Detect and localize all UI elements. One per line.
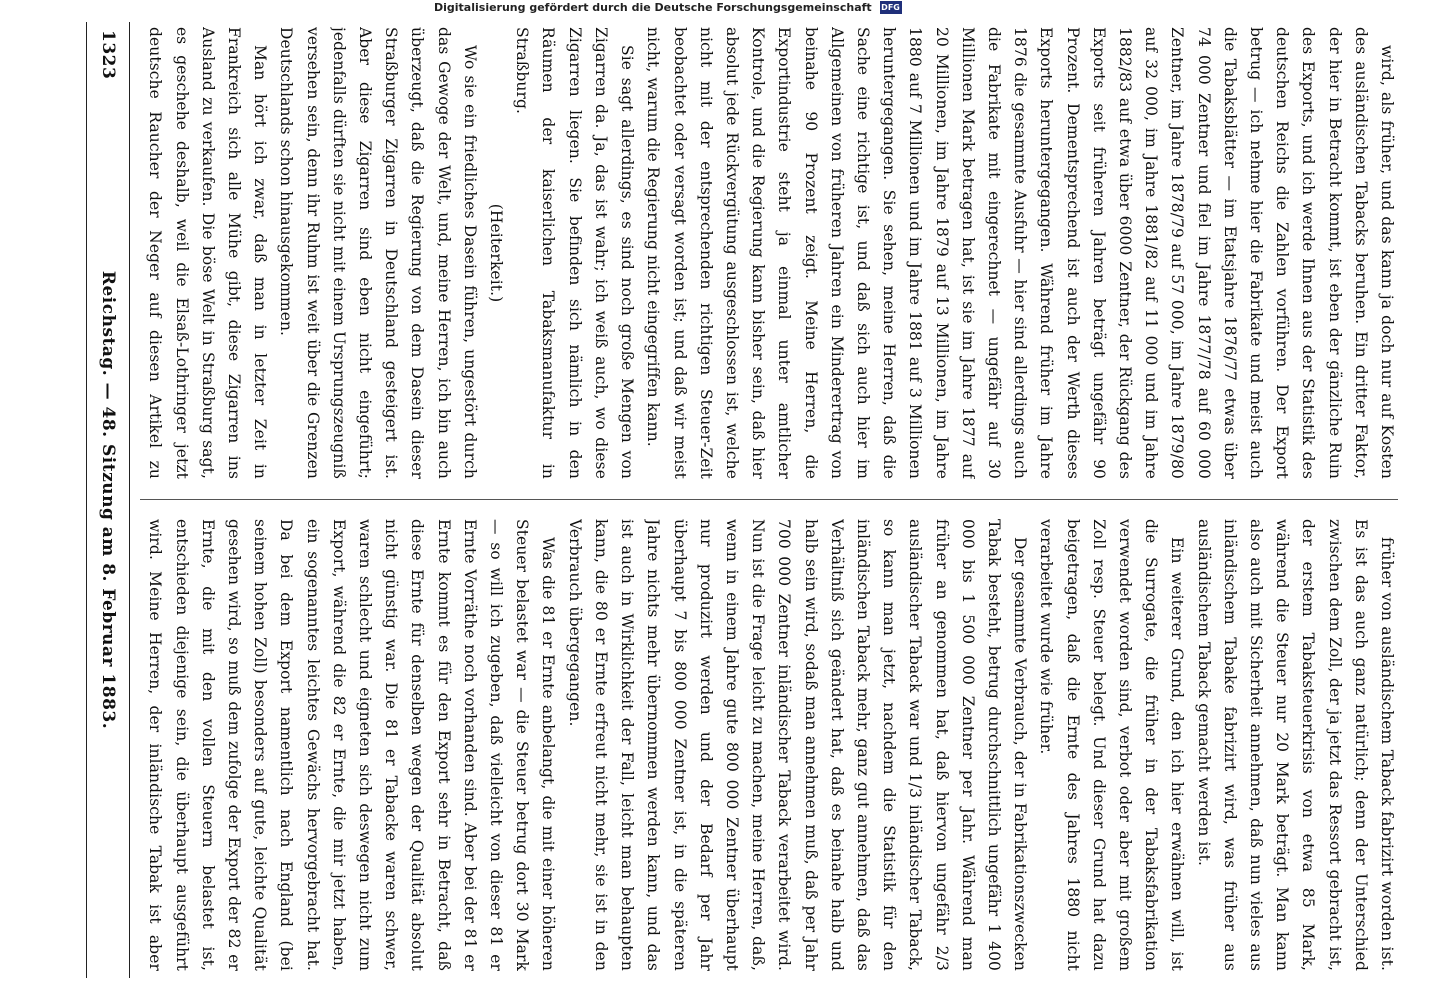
dfg-logo: DFG — [881, 2, 900, 12]
paragraph: Sie sagt allerdings, es sind noch große Mengen von Zigarren da. Ja, das ist wahr; ich weiß auch, wo diese Zigarren liegen. Sie befinden sich nämlich in den Räumen der kaiserlichen Tabaksmanufaktur in Straßburg. — [513, 27, 637, 479]
paragraph: wird, als früher, und das kann ja doch nur auf Kosten des ausländischen Tabacks beruhen. Ein dritter Faktor, der hier in Betracht kommt, ist eben der gänzliche Ruin des Exports, und ich werde Ihnen aus der Statistik des deutschen Reichs die Zahlen vorführen. Der Export betrug — ich nehme hier die Fabrikate und meist auch die Tabaksblätter — im Etatsjahre 1876/77 etwas über 74 000 Zentner und fiel im Jahre 1877/78 auf 60 000 Zentner, im Jahre 1878/79 auf 57 000, im Jahre 1879/80 auf 32 000, im Jahre 1881/82 auf 11 000 und im Jahre 1882/83 auf etwa über 6000 Zentner, der Rückgang des Exports seit früheren Jahren beträgt ungefähr 90 Prozent. Dementsprechend ist auch der Werth dieses Exports heruntergegangen. Während früher im Jahre 1876 die gesammte Ausfuhr — hier sind allerdings auch die Fabrikate mit eingerechnet — ungefähr auf 30 Millionen Mark betragen hat, ist sie im Jahre 1877 auf 20 Millionen, im Jahre 1879 auf 13 Millionen, im Jahre 1880 auf 7 Millionen und im Jahre 1881 auf 3 Millionen heruntergegangen. Sie sehen, meine Herren, daß die Sache eine richtige ist, und daß sich auch hier im Allgemeinen von früheren Jahren ein Minderertrag von beinahe 90 Prozent zeigt. Meine Herren, die Exportindustrie steht ja einmal unter amtlicher Kontrole, und die Regierung kann bisher sein, daß hier absolut jede Rückvergütung ausgeschlossen ist, welche nicht mit der entsprechenden richtigen Steuer-Zeit beobachtet oder versagt worden ist; und daß wir meist nicht, warum die Regierung nicht eingegriffen kann. — [644, 27, 1396, 479]
text-column-right — [138, 519, 1400, 971]
credit-label: Digitalisierung gefördert durch die Deutsche Forschungsgemeinschaft — [434, 0, 872, 14]
page-header — [90, 30, 124, 970]
column-divider — [140, 499, 1398, 500]
paragraph: Der gesammte Verbrauch, der in Fabrikationszwecken Tabak besteht, betrug durchschnittlich ungefähr 1 400 000 bis 1 500 000 Zentner per Jahr. Während man früher an genommen hat, daß hiervon ungefähr 2/3 ausländischer Taback war und 1/3 inländischer Taback, so kann man jetzt, nachdem die Statistik für den inländischen Taback mehr, ganz gut annehmen, daß das Verhältniß sich geändert hat, daß es beinahe halb und halb sein wird, sodaß man annehmen muß, daß per Jahr 700 000 Zentner inländischer Taback verarbeitet wird. Nun ist die Frage leicht zu machen, meine Herren, daß, wenn in einem Jahre gute 800 000 Zentner überhaupt nur produzirt werden und der Bedarf per Jahr überhaupt 7 bis 800 000 Zentner ist, in die späteren Jahre nichts mehr übernommen werden kann, und das ist auch in Wirklichkeit der Fall, leicht man behaupten kann, die 80 er Ernte erfreut nicht mehr, sie ist in den Verbrauch übergegangen. — [565, 519, 1030, 971]
aside-note: (Heiterkeit.) — [487, 203, 506, 303]
text-column-left — [138, 27, 1400, 479]
paragraph: Ein weiterer Grund, den ich hier erwähnen will, ist die Surrogate, die früher in der Tabaksfabrikation verwendet worden sind, verbot oder aber mit großem Zoll resp. Steuer belegt. Und dieser Grund hat dazu beigetragen, daß die Ernte des Jahres 1880 nicht verarbeitet wurde wie früher. — [1037, 519, 1187, 971]
header-rule-bottom — [86, 22, 87, 978]
header-rule-top — [129, 22, 130, 978]
digitization-credit — [434, 0, 1430, 17]
footer-strip — [434, 0, 1430, 17]
paragraph: Man hört ich zwar, daß man in letzter Zeit in Frankreich sich alle Mühe gibt, diese Zigarren ins Ausland zu verkaufen. Die böse Welt in Straßburg sagt, es geschehe deshalb, weil die Elsaß-Lothringer jetzt deutsche Raucher der Neger auf diesen Artikel zu — [146, 27, 270, 479]
running-title: Reichstag. — 48. Sitzung am 8. Februar 1883. — [98, 270, 118, 730]
page-number: 1323 — [98, 30, 118, 80]
paragraph: Was die 81 er Ernte anbelangt, die mit einer höheren Steuer belastet war — die Steuer betrug dort 30 Mark — so will ich zugeben, daß vielleicht von dieser 81 er Ernte Vorräthe noch vorhanden sind. Aber bei der 81 er Ernte kommt es für den Export sehr in Betracht, daß diese Ernte für denselben wegen der Qualität absolut nicht günstig war. Die 81 er Tabacke waren schwer, waren schlecht und eigneten sich deswegen nicht zum Export, während die 82 er Ernte, die mir jetzt haben, ein sogenanntes leichtes Gewächs hervorgebracht hat. Da bei dem Export namentlich nach England (bei seinem hohen Zoll) besonders auf gute, leichte Qualität gesehen wird, so muß dem zufolge der Export der 82 er Ernte, die mit den vollen Steuern belastet ist, entschieden diejenige sein, die überhaupt ausgeführt wird. Meine Herren, der inländische Tabak ist aber — [146, 519, 558, 971]
paragraph: Wo sie ein friedliches Dasein führen, ungestört durch das Gewoge der Welt, und, meine Herren, ich bin auch überzeugt, daß die Regierung von dem Dasein dieser Straßburger Zigarren in Deutschland gesteigert ist. Aber diese Zigarren sind eben nicht eingeführt; jedenfalls dürften sie nicht mit einem Ursprungszeugniß versehen sein, denn ihr Ruhm ist weit über die Grenzen Deutschlands schon hinausgekommen. — [277, 27, 479, 479]
paragraph: früher von ausländischem Taback fabrizirt worden ist. Es ist das auch ganz natürlich; denn der Unterschied zwischen dem Zoll, der ja jetzt das Ressort gebracht ist, der erstem Tabaksteuerkrisis von etwa 85 Mark, während die Steuer nur 20 Mark beträgt. Man kann also auch mit Sicherheit annehmen, daß nun vieles aus inländischem Tabake fabrizirt wird, was früher aus ausländischem Taback gemacht werden ist. — [1194, 519, 1396, 971]
